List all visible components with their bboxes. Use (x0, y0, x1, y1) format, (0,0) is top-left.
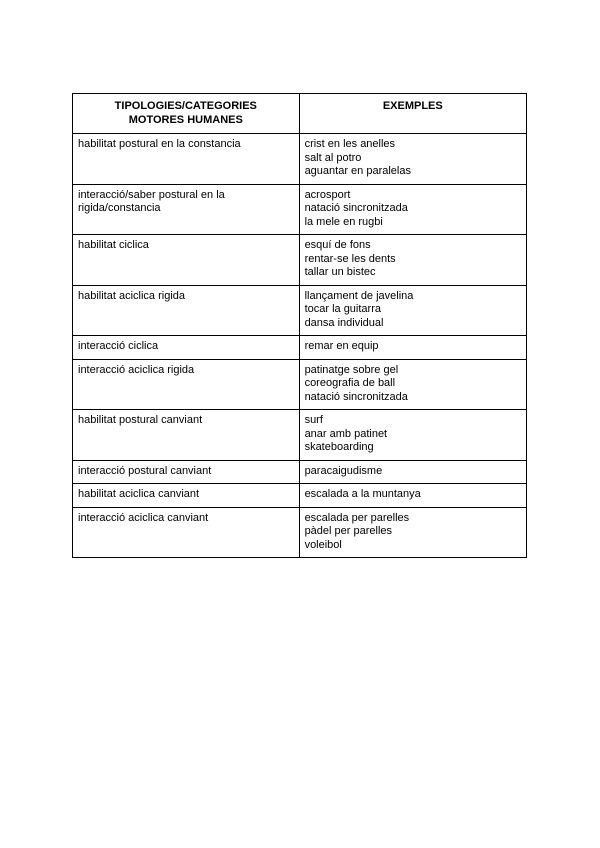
examples-cell (299, 134, 526, 185)
table-row (73, 336, 527, 360)
header-examples: EXEMPLES (299, 94, 526, 134)
category-cell: interacció ciclica (73, 336, 300, 360)
example-item: surf (304, 414, 323, 426)
header-categories (73, 94, 300, 134)
example-item: remar en equip (304, 340, 379, 352)
category-cell: habilitat aciclica rigida (73, 285, 300, 336)
category-cell: habilitat postural canviant (73, 410, 300, 461)
category-cell: interacció postural canviant (73, 460, 300, 484)
example-item: dansa individual (304, 316, 384, 329)
example-item: tallar un bistec (304, 266, 376, 278)
table-row (73, 359, 527, 410)
category-cell: interacció aciclica rigida (73, 359, 300, 410)
example-item: aguantar en paralelas (304, 165, 411, 177)
examples-cell (299, 285, 526, 336)
example-item: acrosport (304, 188, 351, 201)
header-categories-line-2: MOTORES HUMANES (128, 113, 243, 126)
example-item: tocar la guitarra (304, 303, 381, 315)
category-cell: habilitat ciclica (73, 235, 300, 286)
example-item: paracaigudisme (304, 464, 383, 477)
table-row (73, 285, 527, 336)
table-row (73, 460, 527, 484)
table-row (73, 507, 527, 558)
table-row (73, 134, 527, 185)
example-item: rentar-se les dents (304, 252, 396, 265)
example-item: crist en les anelles (304, 138, 396, 150)
examples-cell (299, 484, 526, 508)
examples-cell (299, 460, 526, 484)
example-item: anar amb patinet (304, 427, 388, 440)
example-item: skateboarding (304, 441, 374, 453)
table-row (73, 484, 527, 508)
category-cell: habilitat postural en la constancia (73, 134, 300, 185)
table-row (73, 235, 527, 286)
example-item: esquí de fons (304, 239, 371, 251)
table-row (73, 410, 527, 461)
examples-cell (299, 184, 526, 235)
table-row (73, 184, 527, 235)
example-item: salt al potro (304, 151, 362, 164)
examples-cell (299, 235, 526, 286)
examples-cell (299, 359, 526, 410)
examples-cell (299, 507, 526, 558)
header-categories-line-1: TIPOLOGIES/CATEGORIES (114, 100, 257, 112)
category-cell: interacció aciclica canviant (73, 507, 300, 558)
example-item: escalada a la muntanya (304, 488, 421, 500)
example-item: la mele en rugbi (304, 215, 383, 228)
example-item: llançament de javelina (304, 289, 414, 302)
example-item: coreografia de ball (304, 377, 396, 389)
examples-cell (299, 336, 526, 360)
table-header-row (73, 94, 527, 134)
example-item: voleibol (304, 538, 342, 551)
example-item: pàdel per parelles (304, 525, 393, 537)
table-body (73, 134, 527, 558)
example-item: patinatge sobre gel (304, 363, 399, 376)
category-cell: interacció/saber postural en la rigida/constancia (73, 184, 300, 235)
examples-cell (299, 410, 526, 461)
motor-categories-table (72, 93, 527, 558)
example-item: escalada per parelles (304, 511, 410, 524)
category-cell: habilitat aciclica canviant (73, 484, 300, 508)
example-item: natació sincronitzada (304, 202, 408, 214)
example-item: natació sincronitzada (304, 390, 408, 403)
